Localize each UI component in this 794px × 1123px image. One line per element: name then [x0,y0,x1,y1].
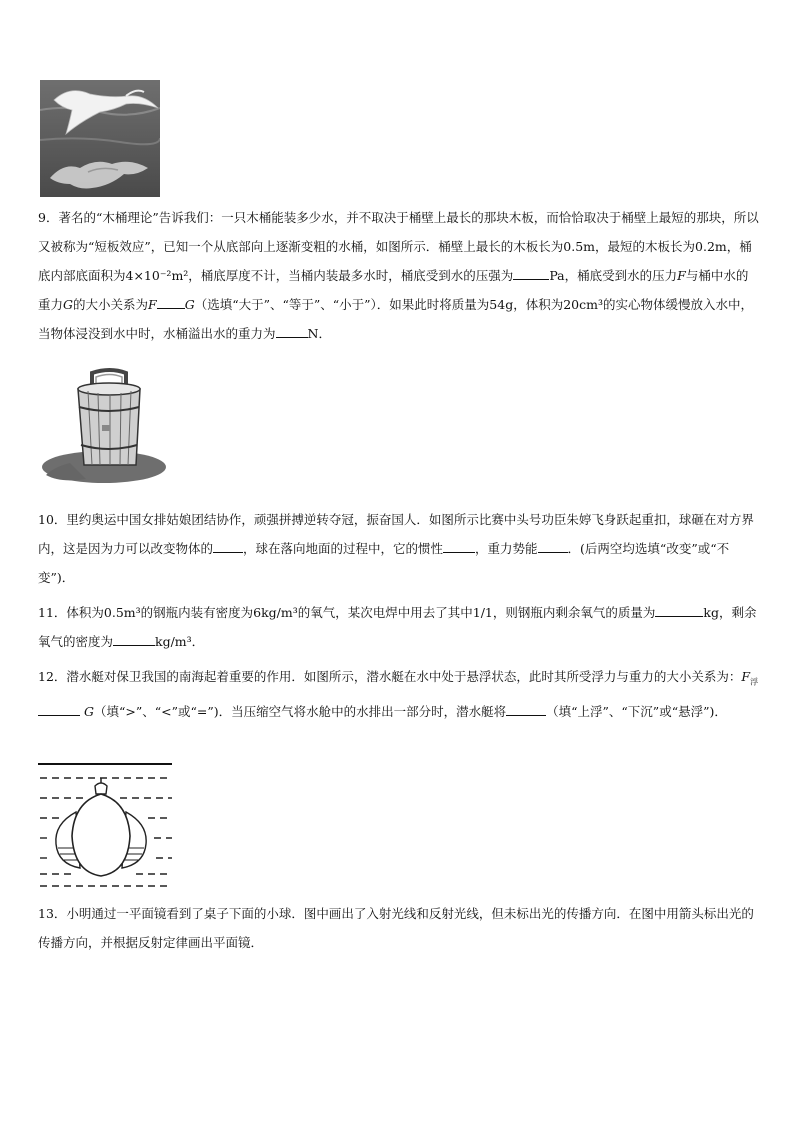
answer-blank[interactable] [157,294,185,309]
question-10: 10．里约奥运中国女排姑娘团结协作，顽强拼搏逆转夺冠，振奋国人．如图所示比赛中头号功臣朱婷飞身跃起重扣，球砸在对方界内，这是因为力可以改变物体的 ，球在落向地面的过程中，它的惯性 ，重力势能 ．(后两空均选填“改变”或“不变”)． [38,512,754,585]
question-11: 11．体积为0.5m³的钢瓶内装有密度为6kg/m³的氧气，某次电焊中用去了其中1/1，则钢瓶内剩余氧气的质量为 kg，剩余氧气的密度为 kg/m³． [38,598,760,656]
question-13: 13．小明通过一平面镜看到了桌子下面的小球．图中画出了入射光线和反射光线，但未标出光的传播方向．在图中用箭头标出光的传播方向，并根据反射定律画出平面镜． [38,906,754,950]
submarine-figure [36,760,176,890]
answer-blank[interactable] [655,602,703,617]
question-12: 12．潜水艇对保卫我国的南海起着重要的作用．如图所示，潜水艇在水中处于悬浮状态，此时其所受浮力与重力的大小关系为：$F_浮$ G（填“>”、“<”或“=”)．当压缩空气将水舱中的水排出一部分时，潜水艇将 （填“上浮”、“下沉”或“悬浮”)． [38,669,759,719]
answer-blank[interactable] [213,538,243,553]
wooden-bucket-figure [40,367,168,485]
bird-photo-figure [40,80,160,197]
question-9: 9．著名的“木桶理论”告诉我们：一只木桶能装多少水，并不取决于桶壁上最长的那块木板，而恰恰取决于桶壁上最短的那块，所以又被称为“短板效应”，已知一个从底部向上逐渐变粗的水桶，如图所示．桶壁上最长的木板长为0.5m，最短的木板长为0.2m，桶底内部底面积为4×10⁻²m²，桶底厚度不计，当桶内装最多水时，桶底受到水的压强为 Pa，桶底受到水的压力F与桶中水的重力G的大小关系为F G（选填“大于”、“等于”、“小于”）．如果此时将质量为54g，体积为20cm³的实心物体缓慢放入水中，当物体浸没到水中时，水桶溢出水的重力为 N． [38,210,759,341]
answer-blank[interactable] [513,265,549,280]
answer-blank[interactable] [276,323,308,338]
answer-blank[interactable] [113,631,155,646]
answer-blank[interactable] [538,538,568,553]
answer-blank[interactable] [443,538,475,553]
answer-blank[interactable] [38,701,80,716]
answer-blank[interactable] [506,701,546,716]
